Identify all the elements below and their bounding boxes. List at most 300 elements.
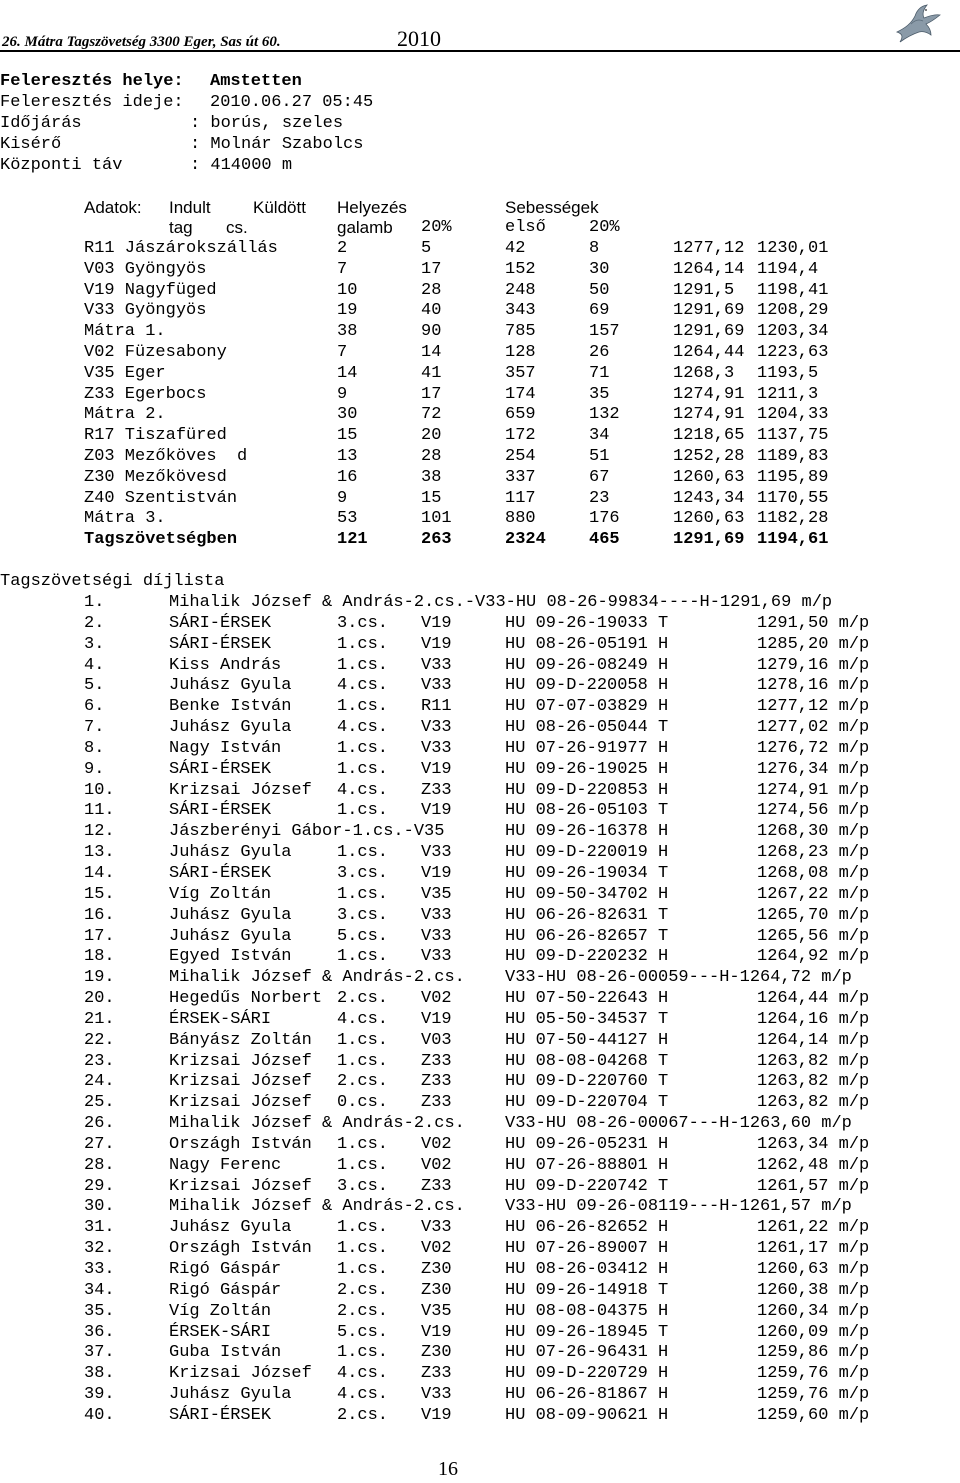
prize-cell-name: Krizsai József	[169, 1051, 312, 1071]
elso-label: első	[505, 218, 546, 237]
prize-cell-cs: 2.cs.	[337, 1072, 389, 1092]
prize-cell-egy: Z33	[421, 1072, 452, 1092]
prize-cell-rank: 6.	[84, 697, 105, 717]
prize-cell-rank: 28.	[84, 1155, 115, 1175]
prize-cell-name: SÁRI-ÉRSEK	[169, 863, 272, 883]
prize-cell-name: Országh István	[169, 1134, 312, 1154]
prize-cell-ring: HU 06-26-82652 H	[505, 1218, 669, 1238]
prize-cell-speed: 1276,34 m/p	[757, 759, 870, 779]
info-row	[0, 113, 373, 134]
stats-cell-pct: 71	[589, 363, 610, 383]
prize-cell-speed: 1263,82 m/p	[757, 1093, 870, 1113]
prize-cell-cs: 1.cs.	[337, 1030, 389, 1050]
stats-cell-pct: 69	[589, 301, 610, 321]
stats-cell-indult: 14	[337, 363, 358, 383]
prize-cell-rank: 18.	[84, 947, 115, 967]
prize-cell-egy: Z33	[421, 1364, 452, 1384]
prize-cell-egy: V02	[421, 1155, 452, 1175]
prize-cell-name: ÉRSEK-SÁRI	[169, 1322, 272, 1342]
prize-cell-egy: Z30	[421, 1260, 452, 1279]
stats-cell-speed2: 1194,4	[757, 259, 819, 279]
prize-cell-rank: 13.	[84, 843, 115, 863]
stats-cell-name: Z30 Mezőkövesd	[84, 467, 227, 487]
prize-cell-ring: HU 07-07-03829 H	[505, 697, 669, 717]
stats-cell-kuldott: 263	[421, 530, 452, 550]
prize-cell-egy: V33	[421, 718, 452, 738]
stats-cell-kuldott: 38	[421, 467, 442, 487]
prize-cell-ring: HU 08-26-03412 H	[505, 1260, 669, 1279]
prize-cell-cs: 1.cs.	[337, 1239, 389, 1259]
stats-cell-kuldott: 14	[421, 342, 442, 362]
prize-cell-egy: V35	[421, 1301, 452, 1321]
prize-cell-rank: 5.	[84, 676, 105, 696]
prize-cell-ring: HU 09-D-220729 H	[505, 1364, 669, 1384]
info-value: : borús, szeles	[190, 114, 344, 133]
stats-cell-galamb: 248	[505, 280, 536, 300]
prize-cell-ring: HU 07-26-96431 H	[505, 1343, 669, 1363]
prize-cell-cs: 1.cs.	[337, 697, 389, 717]
stats-cell-indult: 16	[337, 467, 358, 487]
prize-cell-egy: V02	[421, 989, 452, 1009]
prize-cell-rank: 11.	[84, 801, 115, 821]
prize-cell-egy: Z30	[421, 1280, 452, 1300]
prize-cell-cs: 4.cs.	[337, 1385, 389, 1405]
prize-cell-egy: V33	[421, 738, 452, 758]
prize-cell-speed: 1264,16 m/p	[757, 1009, 870, 1029]
prize-cell-egy: V19	[421, 1009, 452, 1029]
prize-cell-name: Kiss András	[169, 655, 282, 675]
prize-cell-speed: 1264,44 m/p	[757, 989, 870, 1009]
prize-cell-name: Juhász Gyula	[169, 1218, 292, 1238]
prize-cell-name: Krizsai József	[169, 1176, 312, 1196]
prize-cell-name: SÁRI-ÉRSEK	[169, 759, 272, 779]
header-organization: 26. Mátra Tagszövetség 3300 Eger, Sas út 60.	[2, 34, 281, 50]
info-row	[0, 92, 373, 113]
prize-cell-speed: 1263,82 m/p	[757, 1051, 870, 1071]
prize-cell-rank: 22.	[84, 1030, 115, 1050]
prize-cell-rank: 10.	[84, 780, 115, 800]
prize-cell-ring: HU 09-26-08249 H	[505, 655, 669, 675]
stats-cell-kuldott: 17	[421, 384, 442, 404]
stats-cell-speed1: 1274,91	[673, 384, 745, 404]
stats-cell-indult: 15	[337, 426, 358, 446]
prize-cell-rank: 8.	[84, 738, 105, 758]
prize-cell-cs: 2.cs.	[337, 1301, 389, 1321]
prize-cell-cs: 1.cs.	[337, 655, 389, 675]
prize-cell-ring: HU 09-26-19034 T	[505, 863, 669, 883]
info-value: : 414000 m	[190, 156, 293, 175]
stats-cell-indult: 38	[337, 322, 358, 342]
prize-cell-cs: 1.cs.	[337, 1343, 389, 1363]
stats-cell-name: Mátra 1.	[84, 322, 166, 342]
stats-cell-speed1: 1252,28	[673, 446, 745, 466]
page-header	[0, 22, 960, 52]
prize-cell-ring: HU 07-50-44127 H	[505, 1030, 669, 1050]
stats-cell-kuldott: 15	[421, 488, 442, 508]
stats-cell-speed2: 1198,41	[757, 280, 829, 300]
prize-cell-speed: 1276,72 m/p	[757, 738, 870, 758]
prize-cell-ring: HU 09-D-220853 H	[505, 780, 669, 800]
prize-cell-name: Juhász Gyula	[169, 905, 292, 925]
prize-cell-speed: 1261,57 m/p	[757, 1176, 870, 1196]
prize-cell-name: Víg Zoltán	[169, 1301, 272, 1321]
stats-cell-indult: 53	[337, 509, 358, 529]
cs-label: cs.	[226, 218, 248, 237]
prize-cell-speed: 1279,16 m/p	[757, 655, 870, 675]
stats-cell-galamb: 42	[505, 239, 526, 258]
stats-cell-speed2: 1137,75	[757, 426, 829, 446]
prize-cell-name: Rigó Gáspár	[169, 1260, 282, 1279]
prize-cell-ring: HU 09-26-16378 H	[505, 822, 669, 842]
prize-cell-rank: 32.	[84, 1239, 115, 1259]
prize-cell-ring: HU 09-26-19033 T	[505, 613, 669, 633]
prize-cell-speed: 1260,34 m/p	[757, 1301, 870, 1321]
prize-cell-speed: 1268,23 m/p	[757, 843, 870, 863]
prize-cell-speed: 1263,82 m/p	[757, 1072, 870, 1092]
prize-cell-cs: 1.cs.	[337, 738, 389, 758]
prize-cell-cs: 2.cs.	[337, 1405, 389, 1425]
stats-cell-speed1: 1291,69	[673, 530, 745, 550]
prize-cell-ring: HU 09-26-14918 T	[505, 1280, 669, 1300]
stats-cell-speed1: 1218,65	[673, 426, 745, 446]
stats-cell-name: V02 Füzesabony	[84, 342, 227, 362]
stats-cell-speed1: 1260,63	[673, 509, 745, 529]
stats-cell-indult: 9	[337, 384, 348, 404]
prize-cell-name: Krizsai József	[169, 1072, 312, 1092]
adatok-label: Adatok:	[84, 198, 142, 217]
stats-cell-galamb: 785	[505, 322, 536, 342]
prize-cell-rank: 39.	[84, 1385, 115, 1405]
prize-cell-ring: HU 09-D-220232 H	[505, 947, 669, 967]
stats-cell-name: V33 Gyöngyös	[84, 301, 207, 321]
prize-cell-name: Juhász Gyula	[169, 718, 292, 738]
stats-cell-speed1: 1274,91	[673, 405, 745, 425]
prize-cell-rank: 16.	[84, 905, 115, 925]
prize-cell-ring: HU 08-08-04375 H	[505, 1301, 669, 1321]
stats-cell-kuldott: 40	[421, 301, 442, 321]
prize-cell-egy: V19	[421, 759, 452, 779]
prize-cell-rank: 21.	[84, 1009, 115, 1029]
prize-cell-name: Juhász Gyula	[169, 843, 292, 863]
stats-cell-galamb: 254	[505, 446, 536, 466]
stats-cell-name: Mátra 3.	[84, 509, 166, 529]
stats-cell-galamb: 117	[505, 488, 536, 508]
prize-cell-name: Mihalik József & András-2.cs.	[169, 1197, 465, 1217]
prize-cell-cs: 4.cs.	[337, 1009, 389, 1029]
prize-cell-speed: 1268,08 m/p	[757, 863, 870, 883]
prize-cell-egy: Z30	[421, 1343, 452, 1363]
prize-cell-name: Mihalik József & András-2.cs.	[169, 968, 465, 988]
prize-cell-ring: HU 09-D-220704 T	[505, 1093, 669, 1113]
prize-cell-name: SÁRI-ÉRSEK	[169, 801, 272, 821]
prize-cell-name: ÉRSEK-SÁRI	[169, 1009, 272, 1029]
prize-cell-ring: HU 06-26-82657 T	[505, 926, 669, 946]
helyezes-label: Helyezés	[337, 198, 407, 217]
prize-cell-egy: V33	[421, 676, 452, 696]
tag-label: tag	[169, 218, 193, 237]
info-label: Központi táv	[0, 156, 123, 175]
prize-cell-egy: V19	[421, 613, 452, 633]
prize-cell-name: Juhász Gyula	[169, 1385, 292, 1405]
prize-cell-name: Krizsai József	[169, 780, 312, 800]
stats-cell-speed2: 1194,61	[757, 530, 829, 550]
info-row	[0, 155, 373, 176]
stats-cell-pct: 34	[589, 426, 610, 446]
prize-cell-egy: V02	[421, 1134, 452, 1154]
stats-cell-galamb: 659	[505, 405, 536, 425]
stats-cell-speed2: 1170,55	[757, 488, 829, 508]
stats-cell-name: V35 Eger	[84, 363, 166, 383]
prize-cell-rank: 25.	[84, 1093, 115, 1113]
prize-cell-name: SÁRI-ÉRSEK	[169, 1405, 272, 1425]
stats-cell-name: R11 Jászárokszállás	[84, 239, 278, 258]
prize-cell-cs: 1.cs.	[337, 634, 389, 654]
prize-cell-speed: 1260,38 m/p	[757, 1280, 870, 1300]
prize-cell-rank: 40.	[84, 1405, 115, 1425]
prize-cell-ring: HU 05-50-34537 T	[505, 1009, 669, 1029]
prize-cell-egy: V19	[421, 1405, 452, 1425]
prize-cell-cs: 3.cs.	[337, 1176, 389, 1196]
stats-cell-pct: 23	[589, 488, 610, 508]
prize-cell-egy: V33	[421, 843, 452, 863]
prize-cell-ring: V33-HU 09-26-08119---H-1261,57 m/p	[505, 1197, 852, 1217]
stats-cell-speed2: 1193,5	[757, 363, 819, 383]
prize-cell-cs: 1.cs.	[337, 947, 389, 967]
prize-cell-cs: 4.cs.	[337, 1364, 389, 1384]
prize-cell-cs: 1.cs.	[337, 1134, 389, 1154]
prize-cell-ring: HU 09-D-220760 T	[505, 1072, 669, 1092]
prize-cell-name: Bányász Zoltán	[169, 1030, 312, 1050]
prize-cell-name: Krizsai József	[169, 1093, 312, 1113]
prize-cell-cs: 4.cs.	[337, 718, 389, 738]
prize-cell-rank: 12.	[84, 822, 115, 842]
prize-cell-speed: 1261,22 m/p	[757, 1218, 870, 1238]
prize-cell-egy: V33	[421, 947, 452, 967]
prize-cell-cs: 1.cs.	[337, 1218, 389, 1238]
pct1-label: 20%	[421, 218, 452, 237]
stats-cell-indult: 2	[337, 239, 348, 258]
info-value: : Molnár Szabolcs	[190, 135, 364, 154]
prize-cell-cs: 4.cs.	[337, 780, 389, 800]
prize-cell-ring: V33-HU 08-26-00067---H-1263,60 m/p	[505, 1114, 852, 1134]
prize-cell-egy: V19	[421, 634, 452, 654]
prize-cell-cs: 3.cs.	[337, 613, 389, 633]
stats-cell-galamb: 357	[505, 363, 536, 383]
prize-cell-ring: HU 08-26-05191 H	[505, 634, 669, 654]
prize-cell-rank: 4.	[84, 655, 105, 675]
prize-cell-rank: 3.	[84, 634, 105, 654]
stats-cell-galamb: 880	[505, 509, 536, 529]
info-value: Amstetten	[210, 72, 302, 91]
prize-cell-name: Hegedűs Norbert	[169, 989, 323, 1009]
prize-cell-name: Mihalik József & András-2.cs.-V33-HU 08-26-99834----H-1291,69 m/p	[169, 593, 833, 612]
stats-cell-name: Tagszövetségben	[84, 530, 238, 550]
stats-cell-name: Z03 Mezőköves d	[84, 446, 248, 466]
prize-cell-rank: 36.	[84, 1322, 115, 1342]
prize-cell-ring: HU 08-26-05103 T	[505, 801, 669, 821]
stats-cell-galamb: 152	[505, 259, 536, 279]
prize-cell-egy: V35	[421, 884, 452, 904]
flight-info	[0, 71, 373, 176]
stats-cell-pct: 176	[589, 509, 620, 529]
stats-cell-name: R17 Tiszafüred	[84, 426, 227, 446]
prize-cell-ring: HU 07-26-89007 H	[505, 1239, 669, 1259]
prize-cell-cs: 3.cs.	[337, 863, 389, 883]
prize-cell-rank: 17.	[84, 926, 115, 946]
stats-cell-speed2: 1195,89	[757, 467, 829, 487]
prize-cell-rank: 14.	[84, 863, 115, 883]
header-divider	[0, 50, 960, 52]
prize-cell-egy: V19	[421, 1322, 452, 1342]
prize-cell-egy: Z33	[421, 780, 452, 800]
prize-cell-rank: 27.	[84, 1134, 115, 1154]
prize-cell-speed: 1260,09 m/p	[757, 1322, 870, 1342]
prize-cell-ring: HU 07-50-22643 H	[505, 989, 669, 1009]
prize-cell-egy: Z33	[421, 1093, 452, 1113]
stats-cell-speed2: 1208,29	[757, 301, 829, 321]
prize-cell-speed: 1265,56 m/p	[757, 926, 870, 946]
stats-cell-speed1: 1291,69	[673, 301, 745, 321]
prize-cell-rank: 1.	[84, 593, 105, 612]
prize-cell-speed: 1260,63 m/p	[757, 1260, 870, 1279]
prize-cell-rank: 30.	[84, 1197, 115, 1217]
stats-cell-name: V19 Nagyfüged	[84, 280, 217, 300]
stats-cell-indult: 7	[337, 342, 348, 362]
prize-cell-ring: HU 09-D-220742 T	[505, 1176, 669, 1196]
stats-cell-pct: 51	[589, 446, 610, 466]
prize-cell-rank: 7.	[84, 718, 105, 738]
stats-cell-speed2: 1223,63	[757, 342, 829, 362]
stats-cell-kuldott: 72	[421, 405, 442, 425]
prize-cell-speed: 1267,22 m/p	[757, 884, 870, 904]
prize-cell-name: Krizsai József	[169, 1364, 312, 1384]
prize-cell-cs: 1.cs.	[337, 1260, 389, 1279]
prize-cell-rank: 15.	[84, 884, 115, 904]
prize-cell-speed: 1265,70 m/p	[757, 905, 870, 925]
prize-cell-cs: 1.cs.	[337, 1155, 389, 1175]
stats-cell-pct: 26	[589, 342, 610, 362]
prize-cell-ring: HU 08-08-04268 T	[505, 1051, 669, 1071]
prize-cell-cs: 5.cs.	[337, 1322, 389, 1342]
prize-cell-rank: 26.	[84, 1114, 115, 1134]
prize-cell-name: Mihalik József & András-2.cs.	[169, 1114, 465, 1134]
prize-cell-speed: 1277,02 m/p	[757, 718, 870, 738]
prize-cell-rank: 20.	[84, 989, 115, 1009]
prize-cell-name: Nagy István	[169, 738, 282, 758]
prize-cell-egy: V03	[421, 1030, 452, 1050]
stats-cell-indult: 9	[337, 488, 348, 508]
stats-cell-speed2: 1189,83	[757, 446, 829, 466]
prize-cell-rank: 33.	[84, 1260, 115, 1279]
info-label: Kisérő	[0, 135, 62, 154]
prize-cell-ring: HU 09-50-34702 H	[505, 884, 669, 904]
prize-cell-cs: 0.cs.	[337, 1093, 389, 1113]
stats-cell-speed2: 1211,3	[757, 384, 819, 404]
prize-cell-ring: HU 08-26-05044 T	[505, 718, 669, 738]
stats-cell-kuldott: 28	[421, 446, 442, 466]
prize-cell-speed: 1278,16 m/p	[757, 676, 870, 696]
prize-cell-ring: HU 09-D-220019 H	[505, 843, 669, 863]
prize-cell-speed: 1259,86 m/p	[757, 1343, 870, 1363]
stats-cell-indult: 7	[337, 259, 348, 279]
stats-cell-kuldott: 5	[421, 239, 432, 258]
prize-cell-cs: 2.cs.	[337, 989, 389, 1009]
prize-cell-ring: HU 09-26-19025 H	[505, 759, 669, 779]
stats-cell-kuldott: 20	[421, 426, 442, 446]
stats-cell-name: Mátra 2.	[84, 405, 166, 425]
stats-cell-kuldott: 90	[421, 322, 442, 342]
prize-cell-name: Guba István	[169, 1343, 282, 1363]
prize-cell-rank: 35.	[84, 1301, 115, 1321]
prize-cell-ring: HU 08-09-90621 H	[505, 1405, 669, 1425]
stats-cell-kuldott: 101	[421, 509, 452, 529]
prize-cell-name: SÁRI-ÉRSEK	[169, 613, 272, 633]
prize-cell-cs: 1.cs.	[337, 1051, 389, 1071]
info-value: 2010.06.27 05:45	[210, 93, 374, 112]
prize-cell-rank: 2.	[84, 613, 105, 633]
prize-cell-speed: 1264,92 m/p	[757, 947, 870, 967]
prize-cell-cs: 5.cs.	[337, 926, 389, 946]
info-label: Időjárás	[0, 114, 82, 133]
stats-cell-name: Z33 Egerbocs	[84, 384, 207, 404]
prize-cell-name: Nagy Ferenc	[169, 1155, 282, 1175]
stats-cell-kuldott: 17	[421, 259, 442, 279]
stats-cell-indult: 30	[337, 405, 358, 425]
prize-cell-speed: 1263,34 m/p	[757, 1134, 870, 1154]
stats-cell-kuldott: 28	[421, 280, 442, 300]
kuldott-label: Küldött	[253, 198, 306, 217]
prize-cell-ring: HU 09-26-18945 T	[505, 1322, 669, 1342]
stats-cell-speed1: 1260,63	[673, 467, 745, 487]
prize-cell-cs: 1.cs.	[337, 759, 389, 779]
dove-logo-icon	[891, 2, 941, 48]
prize-cell-ring: HU 07-26-88801 H	[505, 1155, 669, 1175]
prize-cell-egy: V33	[421, 926, 452, 946]
prize-cell-egy: V33	[421, 1385, 452, 1405]
stats-cell-speed2: 1203,34	[757, 322, 829, 342]
prize-cell-egy: V02	[421, 1239, 452, 1259]
prize-cell-ring: HU 09-D-220058 H	[505, 676, 669, 696]
stats-cell-speed1: 1264,44	[673, 342, 745, 362]
prize-cell-egy: R11	[421, 697, 452, 717]
prize-cell-name: Juhász Gyula	[169, 926, 292, 946]
prize-cell-ring: HU 06-26-81867 H	[505, 1385, 669, 1405]
stats-cell-pct: 132	[589, 405, 620, 425]
prize-cell-speed: 1259,76 m/p	[757, 1364, 870, 1384]
prize-cell-speed: 1277,12 m/p	[757, 697, 870, 717]
stats-cell-pct: 35	[589, 384, 610, 404]
stats-cell-indult: 121	[337, 530, 368, 550]
prize-cell-ring: HU 09-26-05231 H	[505, 1134, 669, 1154]
stats-cell-kuldott: 41	[421, 363, 442, 383]
page-number: 16	[438, 1458, 458, 1480]
stats-cell-pct: 157	[589, 322, 620, 342]
prize-cell-name: Országh István	[169, 1239, 312, 1259]
prize-cell-name: SÁRI-ÉRSEK	[169, 634, 272, 654]
prize-cell-egy: V33	[421, 1218, 452, 1238]
prize-cell-ring: HU 06-26-82631 T	[505, 905, 669, 925]
prize-cell-speed: 1291,50 m/p	[757, 613, 870, 633]
stats-cell-pct: 8	[589, 239, 600, 258]
pct2-label: 20%	[589, 218, 620, 237]
prize-cell-name: Juhász Gyula	[169, 676, 292, 696]
stats-cell-pct: 67	[589, 467, 610, 487]
stats-cell-galamb: 174	[505, 384, 536, 404]
prize-cell-rank: 34.	[84, 1280, 115, 1300]
stats-cell-indult: 13	[337, 446, 358, 466]
header-year: 2010	[397, 26, 441, 51]
stats-cell-pct: 465	[589, 530, 620, 550]
